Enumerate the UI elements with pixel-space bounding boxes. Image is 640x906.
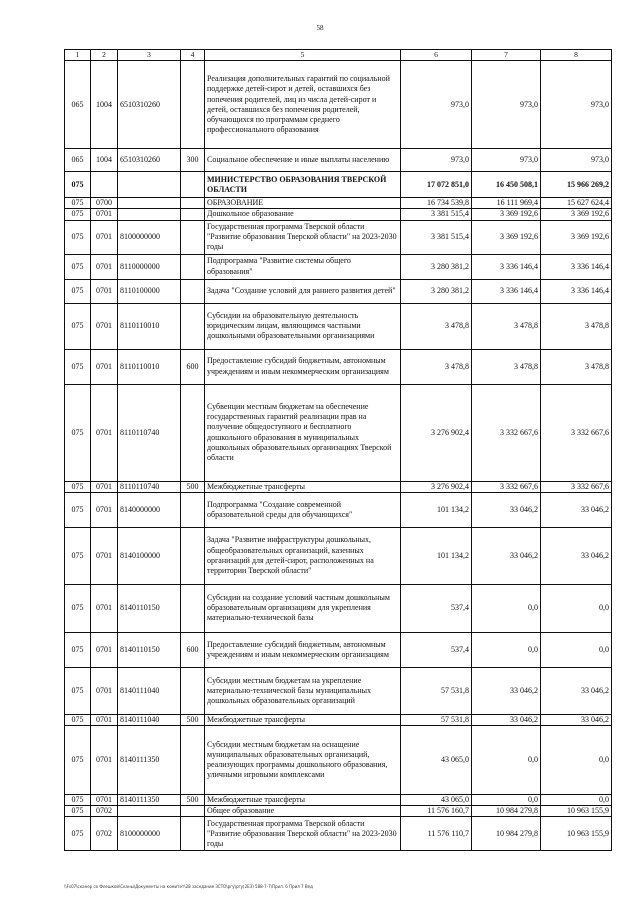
description-cell: Социальное обеспечение и иные выплаты населению [205,149,401,172]
table-header-row [65,50,612,61]
table-row [65,714,612,725]
expense-type-cell [181,817,205,851]
table-row [65,527,612,584]
section-code-cell: 0702 [91,806,118,817]
target-article-cell: 8140100000 [118,527,181,584]
column-header: 1 [65,50,91,61]
target-article-cell: 8140111350 [118,795,181,806]
expense-type-cell [181,61,205,149]
amount-col7-cell: 973,0 [472,149,541,172]
column-header: 5 [205,50,401,61]
table-row [65,481,612,492]
table-row [65,149,612,172]
amount-col7-cell: 33 046,2 [472,492,541,527]
description-cell: ОБРАЗОВАНИЕ [205,198,401,209]
section-code-cell: 0701 [91,349,118,384]
amount-col6-cell: 3 478,8 [401,303,472,349]
amount-col8-cell: 973,0 [541,61,612,149]
description-cell: Государственная программа Тверской области "Развитие образования Тверской области" на 2023-2030 годы [205,817,401,851]
amount-col6-cell: 57 531,8 [401,714,472,725]
amount-col7-cell: 3 332 667,6 [472,384,541,481]
amount-col8-cell: 10 963 155,9 [541,806,612,817]
description-cell: Задача "Создание условий для раннего развития детей" [205,279,401,303]
amount-col6-cell: 43 065,0 [401,795,472,806]
expense-type-cell [181,806,205,817]
amount-col6-cell: 3 276 902,4 [401,384,472,481]
description-cell: Общее образование [205,806,401,817]
amount-col7-cell: 0,0 [472,632,541,667]
table-row [65,384,612,481]
table-row [65,632,612,667]
expense-type-cell [181,254,205,279]
target-article-cell [118,172,181,198]
expense-type-cell [181,584,205,632]
amount-col7-cell: 33 046,2 [472,667,541,714]
amount-col6-cell: 973,0 [401,149,472,172]
expense-type-cell: 600 [181,349,205,384]
table-row [65,726,612,795]
column-header: 7 [472,50,541,61]
section-code-cell: 0701 [91,726,118,795]
target-article-cell: 8110110010 [118,349,181,384]
table-row [65,584,612,632]
budget-table [64,49,612,851]
section-code-cell: 1004 [91,61,118,149]
amount-col7-cell: 3 336 146,4 [472,254,541,279]
column-header: 6 [401,50,472,61]
amount-col6-cell: 43 065,0 [401,726,472,795]
admin-code-cell: 075 [65,667,91,714]
amount-col7-cell: 3 332 667,6 [472,481,541,492]
table-row [65,220,612,254]
amount-col7-cell: 0,0 [472,584,541,632]
admin-code-cell: 075 [65,714,91,725]
amount-col7-cell: 3 478,8 [472,349,541,384]
description-cell: Субсидии на образовательную деятельность юридическим лицам, являющимся частными дошкольными образовательными организациями [205,303,401,349]
amount-col8-cell: 15 966 269,2 [541,172,612,198]
amount-col6-cell: 101 134,2 [401,527,472,584]
expense-type-cell [181,527,205,584]
amount-col6-cell: 537,4 [401,632,472,667]
table-row [65,172,612,198]
amount-col8-cell: 15 627 624,4 [541,198,612,209]
table-row [65,349,612,384]
admin-code-cell: 065 [65,149,91,172]
section-code-cell: 0701 [91,714,118,725]
admin-code-cell: 075 [65,806,91,817]
amount-col7-cell: 0,0 [472,726,541,795]
admin-code-cell: 075 [65,303,91,349]
description-cell: Субвенции местным бюджетам на обеспечение государственных гарантий реализации прав на получение общедоступного и бесплатного дошкольного образования в муниципальных дошкольных образовательных организациях Тверской области [205,384,401,481]
admin-code-cell: 075 [65,817,91,851]
target-article-cell: 8140110150 [118,632,181,667]
amount-col7-cell: 33 046,2 [472,527,541,584]
expense-type-cell: 600 [181,632,205,667]
table-row [65,198,612,209]
admin-code-cell: 075 [65,527,91,584]
expense-type-cell: 500 [181,795,205,806]
expense-type-cell [181,198,205,209]
section-code-cell [91,172,118,198]
admin-code-cell: 075 [65,349,91,384]
admin-code-cell: 075 [65,384,91,481]
description-cell: Задача "Развитие инфраструктуры дошкольных, общеобразовательных организаций, казенных организаций для детей-сирот, расположенных на территории Тверской области" [205,527,401,584]
description-cell: Государственная программа Тверской области "Развитие образования Тверской области" на 2023-2030 годы [205,220,401,254]
amount-col8-cell: 3 478,8 [541,303,612,349]
target-article-cell: 8140111040 [118,667,181,714]
target-article-cell: 6510310260 [118,149,181,172]
amount-col8-cell: 3 336 146,4 [541,279,612,303]
description-cell: МИНИСТЕРСТВО ОБРАЗОВАНИЯ ТВЕРСКОЙ ОБЛАСТИ [205,172,401,198]
description-cell: Субсидии местным бюджетам на укрепление материально-технической базы муниципальных дошкольных образовательных организаций [205,667,401,714]
table-row [65,61,612,149]
section-code-cell: 0700 [91,198,118,209]
table-row [65,303,612,349]
section-code-cell: 0701 [91,209,118,220]
amount-col6-cell: 101 134,2 [401,492,472,527]
amount-col6-cell: 17 072 851,0 [401,172,472,198]
description-cell: Межбюджетные трансферты [205,795,401,806]
amount-col7-cell: 16 111 969,4 [472,198,541,209]
target-article-cell: 8140111040 [118,714,181,725]
description-cell: Межбюджетные трансферты [205,481,401,492]
amount-col6-cell: 973,0 [401,61,472,149]
target-article-cell: 8140111350 [118,726,181,795]
section-code-cell: 0701 [91,527,118,584]
section-code-cell: 0701 [91,384,118,481]
description-cell: Межбюджетные трансферты [205,714,401,725]
admin-code-cell: 075 [65,492,91,527]
description-cell: Подпрограмма "Создание современной образовательной среды для обучающихся" [205,492,401,527]
section-code-cell: 0701 [91,303,118,349]
section-code-cell: 0701 [91,220,118,254]
amount-col8-cell: 0,0 [541,584,612,632]
amount-col6-cell: 3 276 902,4 [401,481,472,492]
target-article-cell: 6510310260 [118,61,181,149]
table-row [65,667,612,714]
admin-code-cell: 065 [65,61,91,149]
admin-code-cell: 075 [65,632,91,667]
amount-col7-cell: 33 046,2 [472,714,541,725]
column-header: 4 [181,50,205,61]
amount-col8-cell: 33 046,2 [541,527,612,584]
expense-type-cell [181,303,205,349]
amount-col7-cell: 16 450 508,1 [472,172,541,198]
amount-col8-cell: 33 046,2 [541,492,612,527]
admin-code-cell: 075 [65,172,91,198]
target-article-cell [118,806,181,817]
target-article-cell: 8100000000 [118,220,181,254]
section-code-cell: 0701 [91,279,118,303]
expense-type-cell [181,220,205,254]
description-cell: Дошкольное образование [205,209,401,220]
admin-code-cell: 075 [65,254,91,279]
expense-type-cell: 300 [181,149,205,172]
target-article-cell: 8110000000 [118,254,181,279]
table-row [65,254,612,279]
file-path-footer: \\Fs07\сканер со Флешкой\Сканы\Документы на комитет\28 заседание ЗСТО\ргу\ргу(2ЕЗ) 588-7-7\Прил. 6 Прил 7 Вед [64,884,313,889]
amount-col8-cell: 3 369 192,6 [541,209,612,220]
table-body [65,61,612,851]
description-cell: Предоставление субсидий бюджетным, автономным учреждениям и иным некоммерческим организациям [205,632,401,667]
target-article-cell: 8110110740 [118,384,181,481]
target-article-cell [118,198,181,209]
section-code-cell: 0701 [91,632,118,667]
expense-type-cell [181,667,205,714]
amount-col8-cell: 3 369 192,6 [541,220,612,254]
expense-type-cell: 500 [181,481,205,492]
table-row [65,279,612,303]
target-article-cell: 8100000000 [118,817,181,851]
description-cell: Субсидии на создание условий частным дошкольным образовательным организациям для укрепления материально-технической базы [205,584,401,632]
admin-code-cell: 075 [65,198,91,209]
expense-type-cell [181,726,205,795]
amount-col7-cell: 0,0 [472,795,541,806]
section-code-cell: 0701 [91,481,118,492]
amount-col7-cell: 3 336 146,4 [472,279,541,303]
amount-col8-cell: 3 336 146,4 [541,254,612,279]
target-article-cell [118,209,181,220]
section-code-cell: 0701 [91,667,118,714]
amount-col8-cell: 0,0 [541,632,612,667]
amount-col7-cell: 3 369 192,6 [472,209,541,220]
section-code-cell: 0702 [91,817,118,851]
amount-col7-cell: 3 478,8 [472,303,541,349]
admin-code-cell: 075 [65,726,91,795]
expense-type-cell [181,384,205,481]
amount-col7-cell: 10 984 279,8 [472,817,541,851]
amount-col8-cell: 0,0 [541,795,612,806]
expense-type-cell [181,209,205,220]
target-article-cell: 8140110150 [118,584,181,632]
table-row [65,209,612,220]
section-code-cell: 1004 [91,149,118,172]
section-code-cell: 0701 [91,254,118,279]
table-row [65,806,612,817]
amount-col6-cell: 3 381 515,4 [401,220,472,254]
admin-code-cell: 075 [65,584,91,632]
admin-code-cell: 075 [65,279,91,303]
amount-col6-cell: 3 280 381,2 [401,279,472,303]
page-number: 58 [316,24,324,32]
description-cell: Субсидии местным бюджетам на оснащение муниципальных образовательных организаций, реализующих программы дошкольного образования, уличными игровыми комплексами [205,726,401,795]
amount-col8-cell: 3 332 667,6 [541,384,612,481]
amount-col6-cell: 3 478,8 [401,349,472,384]
amount-col8-cell: 10 963 155,9 [541,817,612,851]
amount-col8-cell: 3 478,8 [541,349,612,384]
amount-col6-cell: 3 280 381,2 [401,254,472,279]
expense-type-cell [181,172,205,198]
section-code-cell: 0701 [91,492,118,527]
target-article-cell: 8110110010 [118,303,181,349]
amount-col6-cell: 11 576 160,7 [401,806,472,817]
column-header: 2 [91,50,118,61]
amount-col7-cell: 3 369 192,6 [472,220,541,254]
amount-col7-cell: 10 984 279,8 [472,806,541,817]
description-cell: Подпрограмма "Развитие системы общего образования" [205,254,401,279]
admin-code-cell: 075 [65,220,91,254]
expense-type-cell [181,279,205,303]
amount-col8-cell: 0,0 [541,726,612,795]
target-article-cell: 8110110740 [118,481,181,492]
amount-col6-cell: 3 381 515,4 [401,209,472,220]
amount-col6-cell: 16 734 539,8 [401,198,472,209]
expense-type-cell: 500 [181,714,205,725]
section-code-cell: 0701 [91,795,118,806]
section-code-cell: 0701 [91,584,118,632]
column-header: 8 [541,50,612,61]
column-header: 3 [118,50,181,61]
admin-code-cell: 075 [65,209,91,220]
expense-type-cell [181,492,205,527]
amount-col7-cell: 973,0 [472,61,541,149]
description-cell: Предоставление субсидий бюджетным, автономным учреждениям и иным некоммерческим организациям [205,349,401,384]
amount-col6-cell: 57 531,8 [401,667,472,714]
admin-code-cell: 075 [65,795,91,806]
table-row [65,817,612,851]
table-row [65,492,612,527]
amount-col6-cell: 11 576 110,7 [401,817,472,851]
amount-col8-cell: 973,0 [541,149,612,172]
description-cell: Реализация дополнительных гарантий по социальной поддержке детей-сирот и детей, оставшихся без попечения родителей, лиц из числа детей-сирот и детей, оставшихся без попечения родителей, обучающихся по программам среднего профессионального образования [205,61,401,149]
table-row [65,795,612,806]
amount-col8-cell: 33 046,2 [541,667,612,714]
amount-col8-cell: 3 332 667,6 [541,481,612,492]
amount-col6-cell: 537,4 [401,584,472,632]
target-article-cell: 8110100000 [118,279,181,303]
amount-col8-cell: 33 046,2 [541,714,612,725]
admin-code-cell: 075 [65,481,91,492]
target-article-cell: 8140000000 [118,492,181,527]
